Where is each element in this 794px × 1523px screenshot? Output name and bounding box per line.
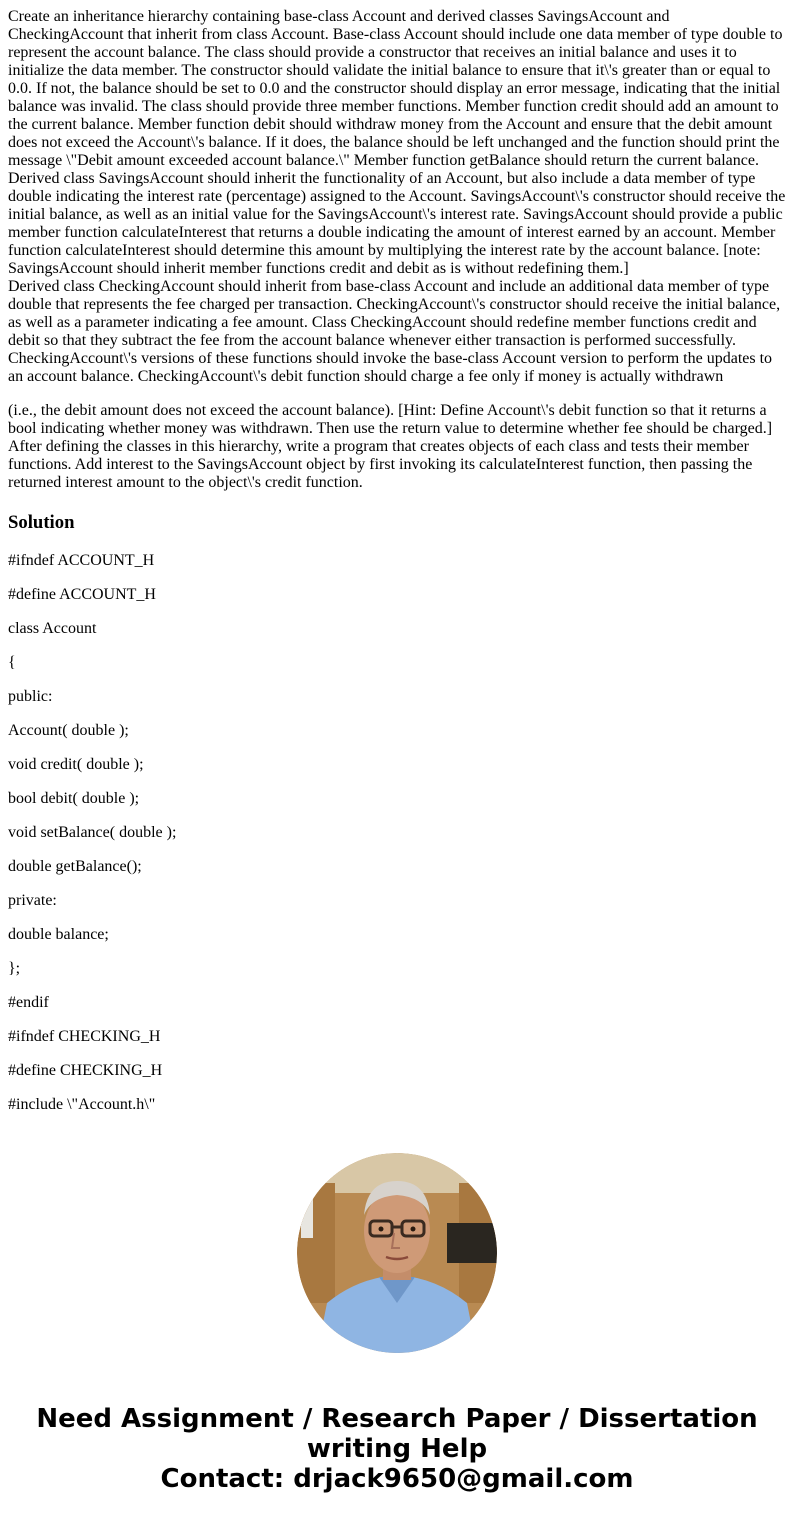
code-line: void credit( double ); (8, 756, 144, 773)
code-block (8, 552, 786, 1114)
code-line: class Account (8, 620, 97, 637)
code-line: #define ACCOUNT_H (8, 586, 156, 603)
code-line: #ifndef CHECKING_H (8, 1028, 161, 1045)
promo-heading: Need Assignment / Research Paper / Dissertation writing Help (36, 1404, 758, 1464)
code-line: #ifndef ACCOUNT_H (8, 552, 155, 569)
code-line: double getBalance(); (8, 858, 142, 875)
promo-contact: Contact: drjack9650@gmail.com (160, 1464, 634, 1494)
code-line: public: (8, 688, 53, 705)
code-line: bool debit( double ); (8, 790, 140, 807)
code-line: }; (8, 960, 21, 977)
code-line: private: (8, 892, 57, 909)
author-portrait-icon (297, 1153, 497, 1353)
author-avatar (297, 1153, 497, 1353)
code-line: void setBalance( double ); (8, 824, 177, 841)
solution-heading: Solution (8, 512, 75, 533)
question-paragraph-2: Derived class CheckingAccount should inherit from base-class Account and include an additional data member of type double that represents the fee charged per transaction. CheckingAccount\'s constructor should receive the initial balance, as well as a parameter indicating a fee amount. Class CheckingAccount should redefine member functions credit and debit so that they subtract the fee from the account balance whenever either transaction is performed successfully. CheckingAccount\'s versions of these functions should invoke the base-class Account version to perform the updates to an account balance. CheckingAccount\'s debit function should charge a fee only if money is actually withdrawn (8, 278, 781, 385)
code-line: #include \"Account.h\" (8, 1096, 156, 1113)
question-paragraph-3: (i.e., the debit amount does not exceed the account balance). [Hint: Define Account\'s debit function so that it returns a bool indicating whether money was withdrawn. Then use the return value to determine whether fee should be charged.] After defining the classes in this hierarchy, write a program that creates objects of each class and tests their member functions. Add interest to the SavingsAccount object by first invoking its calculateInterest function, then passing the returned interest amount to the object\'s credit function. (8, 402, 773, 491)
code-line: #define CHECKING_H (8, 1062, 163, 1079)
question-paragraph-1: Create an inheritance hierarchy containing base-class Account and derived classes SavingsAccount and CheckingAccount that inherit from class Account. Base-class Account should include one data member of type double to represent the account balance. The class should provide a constructor that receives an initial balance and uses it to initialize the data member. The constructor should validate the initial balance to ensure that it\'s greater than or equal to 0.0. If not, the balance should be set to 0.0 and the constructor should display an error message, indicating that the initial balance was invalid. The class should provide three member functions. Member function credit should add an amount to the current balance. Member function debit should withdraw money from the Account and ensure that the debit amount does not exceed the Account\'s balance. If it does, the balance should be left unchanged and the function should print the message \"Debit amount exceeded account balance.\" Member function getBalance should return the current balance. Derived class SavingsAccount should inherit the functionality of an Account, but also include a data member of type double indicating the interest rate (percentage) assigned to the Account. SavingsAccount\'s constructor should receive the initial balance, as well as an initial value for the SavingsAccount\'s interest rate. SavingsAccount should provide a public member function calculateInterest that returns a double indicating the amount of interest earned by an account. Member function calculateInterest should determine this amount by multiplying the interest rate by the account balance. [note: SavingsAccount should inherit member functions credit and debit as is without redefining them.] (8, 8, 786, 277)
code-line: double balance; (8, 926, 109, 943)
code-line: Account( double ); (8, 722, 129, 739)
code-line: #endif (8, 994, 49, 1011)
code-line: { (8, 654, 16, 671)
